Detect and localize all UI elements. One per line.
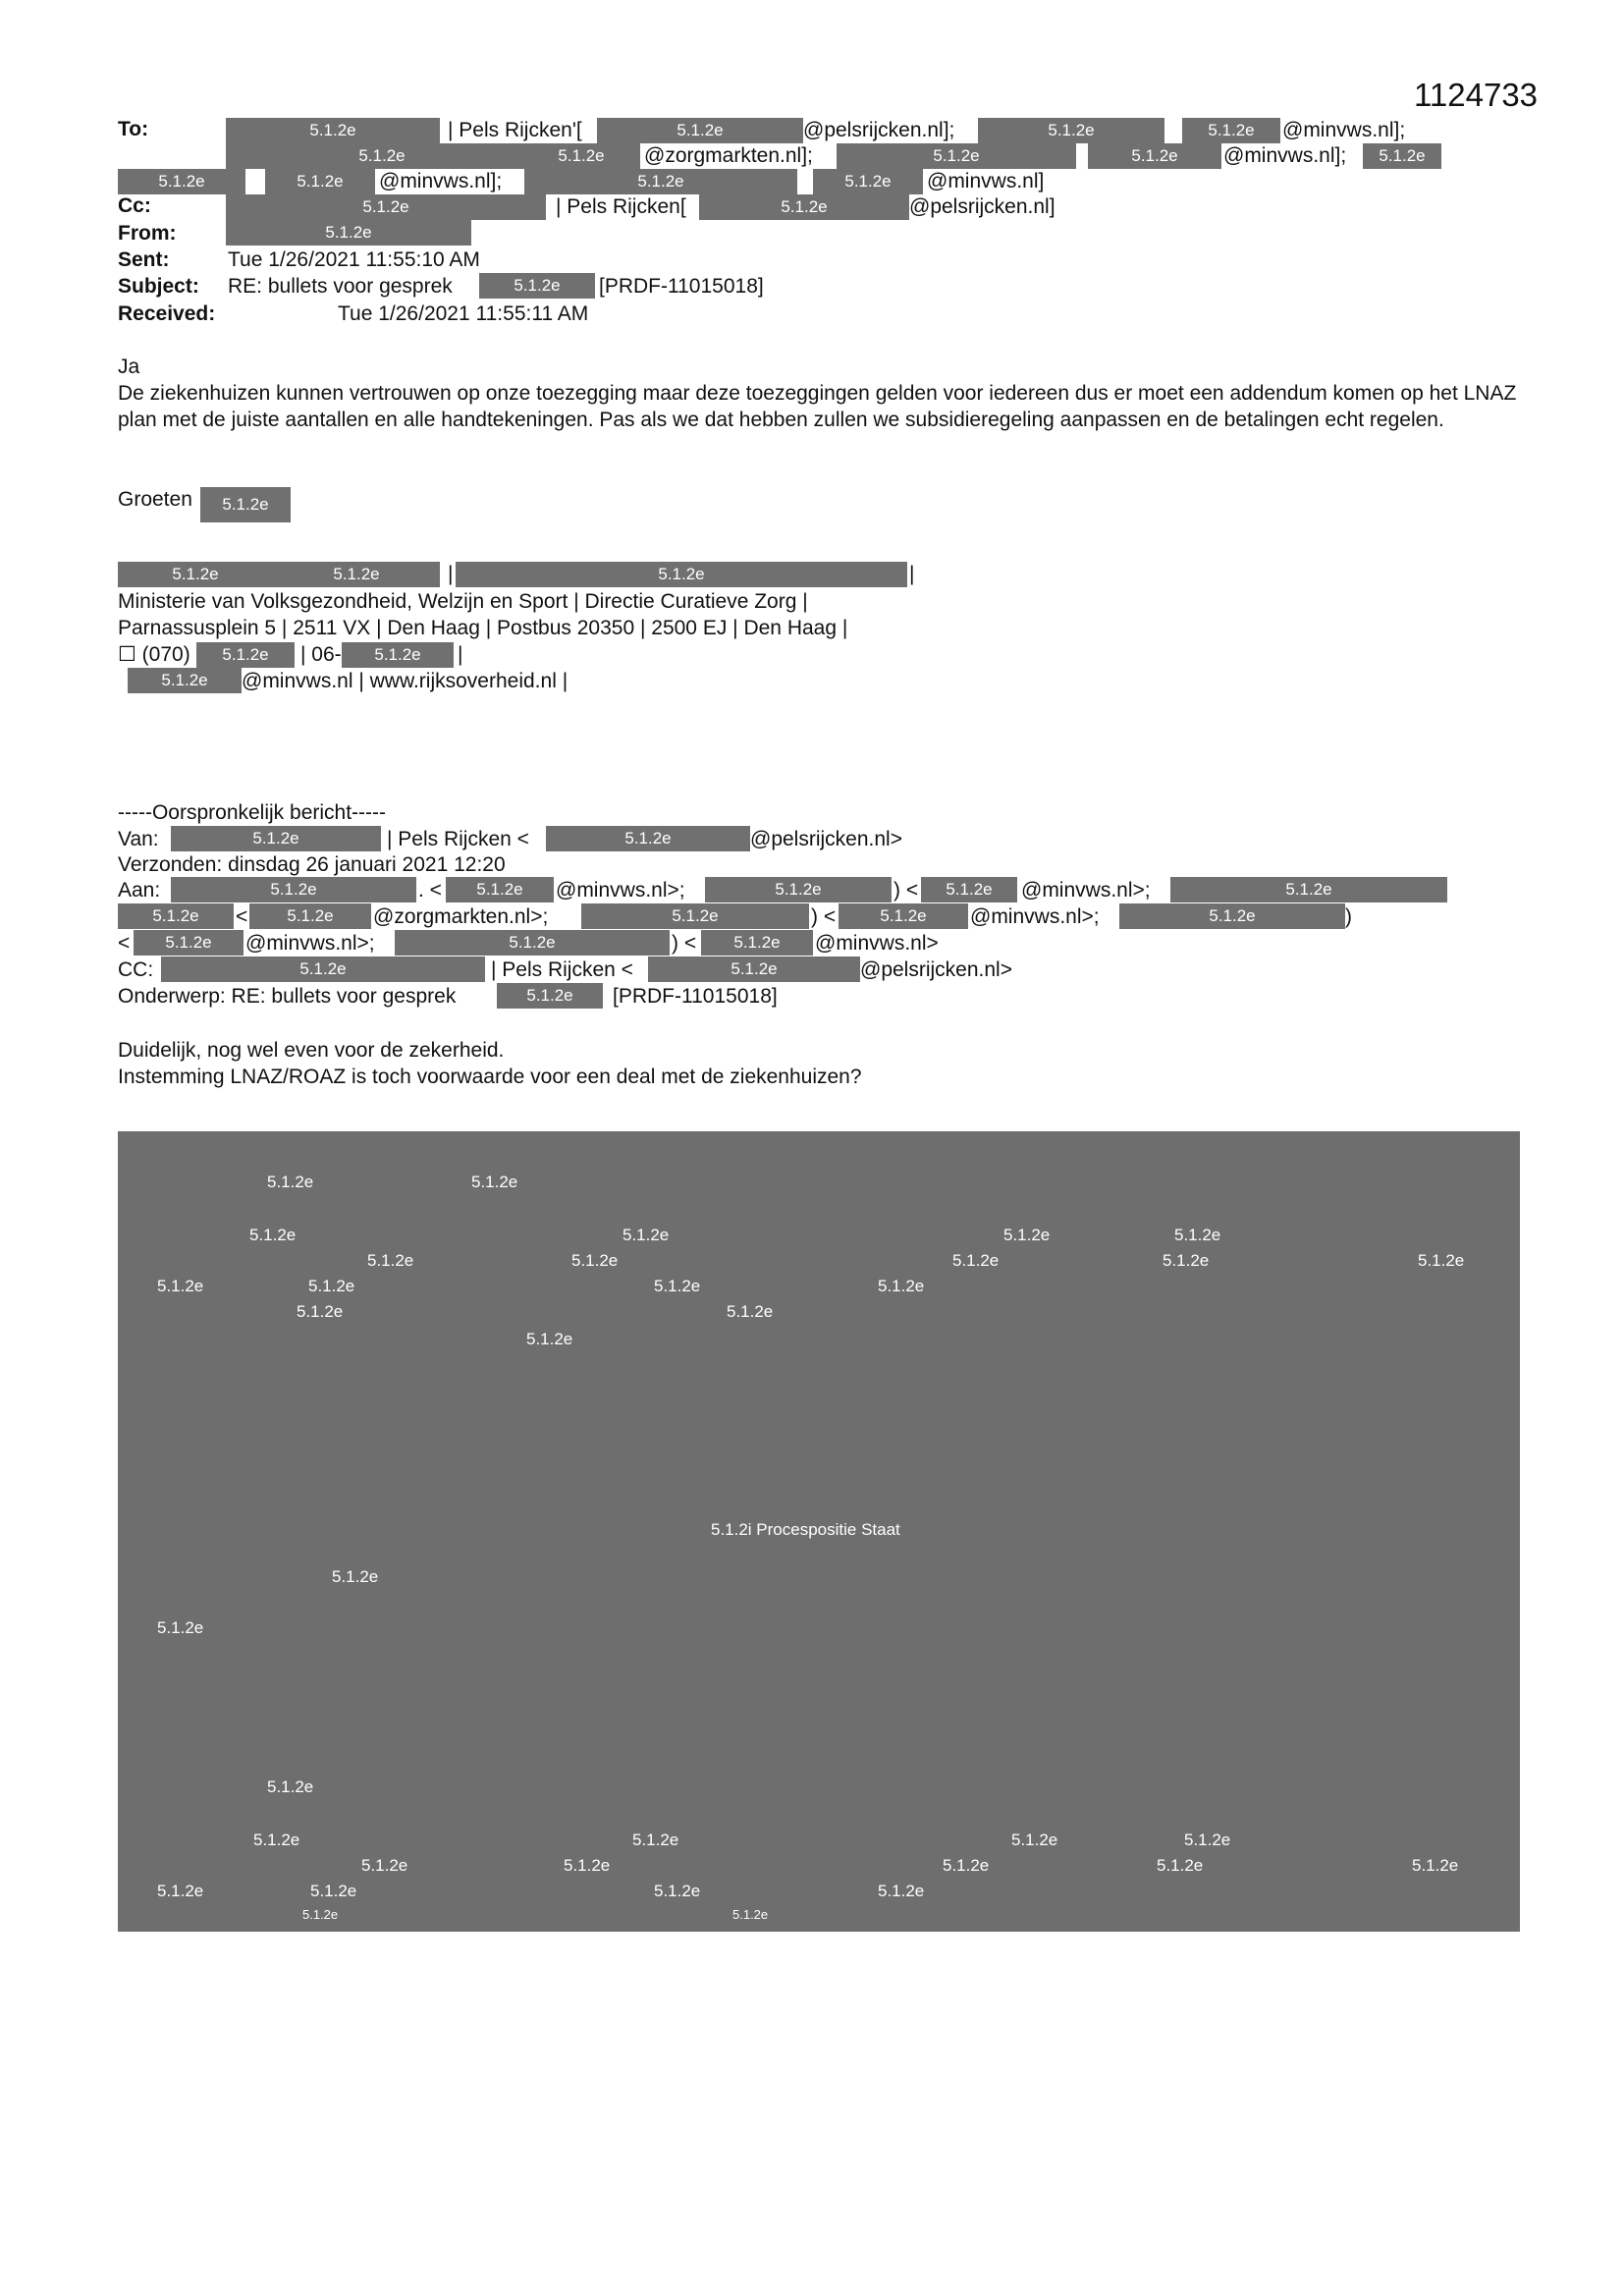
redaction-label: 5.1.2e <box>623 1226 670 1244</box>
original-separator: -----Oorspronkelijk bericht----- <box>118 801 387 824</box>
redaction-label: 5.1.2e <box>878 1882 925 1900</box>
redaction-box: 5.1.2e <box>395 930 670 956</box>
reply-greeting: Groeten <box>118 488 192 511</box>
redaction-box: 5.1.2e <box>1119 903 1345 929</box>
aan-separator: ) <box>1345 905 1352 928</box>
redaction-box: 5.1.2e <box>699 194 909 220</box>
redaction-label: 5.1.2e <box>1184 1831 1231 1849</box>
subject-suffix: [PRDF-11015018] <box>599 275 764 298</box>
van-domain: @pelsrijcken.nl> <box>750 828 902 850</box>
redaction-label: 5.1.2e <box>1174 1226 1221 1244</box>
aan-minvws: @minvws.nl>; <box>970 905 1100 928</box>
redaction-label: 5.1.2e <box>1003 1226 1051 1244</box>
redaction-label: 5.1.2e <box>564 1856 611 1875</box>
redaction-box: 5.1.2e <box>226 118 440 143</box>
to-minvws-domain: @minvws.nl]; <box>379 170 503 192</box>
aan-minvws: @minvws.nl>; <box>1021 879 1151 902</box>
redaction-label: 5.1.2e <box>732 1907 769 1922</box>
redaction-box: 5.1.2e <box>200 487 291 522</box>
onderwerp-suffix: [PRDF-11015018] <box>613 985 778 1008</box>
redaction-label: 5.1.2e <box>1163 1251 1210 1270</box>
redaction-label: 5.1.2e <box>632 1831 679 1849</box>
redaction-box: 5.1.2e <box>837 143 1076 169</box>
cc-label: Cc: <box>118 194 151 217</box>
document-number: 1124733 <box>1414 77 1539 113</box>
redaction-label: 5.1.2e <box>952 1251 1000 1270</box>
signature-separator: | <box>909 563 915 585</box>
signature-email: @minvws.nl | www.rijksoverheid.nl | <box>242 670 568 692</box>
cc-pels-rijcken-original: | Pels Rijcken < <box>491 958 633 981</box>
redaction-box: 5.1.2e <box>522 143 640 169</box>
cc-domain-original: @pelsrijcken.nl> <box>860 958 1012 981</box>
cc-label-original: CC: <box>118 958 154 981</box>
redaction-label: 5.1.2e <box>878 1277 925 1295</box>
aan-zorgmarkten: @zorgmarkten.nl>; <box>373 905 549 928</box>
to-zorgmarkten-domain: @zorgmarkten.nl]; <box>644 144 813 167</box>
redaction-label: 5.1.2e <box>267 1173 314 1191</box>
redaction-box: 5.1.2e <box>342 642 454 668</box>
signature-separator: | <box>448 563 454 585</box>
redaction-box: 5.1.2e <box>226 194 546 220</box>
signature-phone-prefix: ☐ (070) <box>118 643 190 666</box>
redaction-box: 5.1.2e <box>479 273 595 299</box>
signature-separator: | <box>458 643 463 666</box>
redaction-box: 5.1.2e <box>273 562 440 587</box>
redaction-box: 5.1.2e <box>1088 143 1221 169</box>
redaction-label: 5.1.2e <box>157 1277 204 1295</box>
redaction-box: 5.1.2e <box>226 220 471 246</box>
redaction-label: 5.1.2e <box>310 1882 357 1900</box>
to-minvws-domain: @minvws.nl]; <box>1223 144 1347 167</box>
redaction-box: 5.1.2e <box>249 903 371 929</box>
to-pelsrijcken-domain: @pelsrijcken.nl]; <box>803 119 955 141</box>
to-minvws-domain: @minvws.nl]; <box>1282 119 1406 141</box>
redaction-label: 5.1.2e <box>308 1277 355 1295</box>
redaction-box: 5.1.2e <box>546 826 750 851</box>
redaction-center-label: 5.1.2i Procespositie Staat <box>711 1520 900 1539</box>
verzonden: Verzonden: dinsdag 26 januari 2021 12:20 <box>118 853 506 876</box>
signature-ministry: Ministerie van Volksgezondheid, Welzijn en Sport | Directie Curatieve Zorg | <box>118 590 808 613</box>
redaction-label: 5.1.2e <box>249 1226 297 1244</box>
aan-minvws: @minvws.nl>; <box>245 932 375 955</box>
redaction-label: 5.1.2e <box>471 1173 518 1191</box>
aan-separator: ) < <box>893 879 919 902</box>
subject-label: Subject: <box>118 275 199 298</box>
cc-pelsrijcken-domain: @pelsrijcken.nl] <box>909 195 1056 218</box>
received-value: Tue 1/26/2021 11:55:11 AM <box>338 302 589 325</box>
redaction-box: 5.1.2e <box>118 562 273 587</box>
cc-pels-rijcken: | Pels Rijcken[ <box>556 195 686 218</box>
redaction-label: 5.1.2e <box>157 1618 204 1637</box>
redaction-box: 5.1.2e <box>134 930 244 956</box>
redaction-box: 5.1.2e <box>978 118 1164 143</box>
redaction-label: 5.1.2e <box>1011 1831 1058 1849</box>
reply-line1: Ja <box>118 355 140 378</box>
aan-separator: ) < <box>811 905 837 928</box>
redaction-box: 5.1.2e <box>1363 143 1441 169</box>
van-pels-rijcken: | Pels Rijcken < <box>387 828 529 850</box>
from-label: From: <box>118 222 177 245</box>
redaction-box: 5.1.2e <box>597 118 803 143</box>
redaction-label: 5.1.2e <box>1157 1856 1204 1875</box>
aan-separator: < <box>118 932 131 955</box>
redaction-box: 5.1.2e <box>839 903 968 929</box>
redaction-label: 5.1.2e <box>302 1907 339 1922</box>
redaction-box: 5.1.2e <box>226 143 538 169</box>
redaction-box: 5.1.2e <box>921 877 1017 902</box>
redaction-label: 5.1.2e <box>361 1856 408 1875</box>
reply-paragraph: De ziekenhuizen kunnen vertrouwen op onze toezegging maar deze toezeggingen gelden voor iedereen dus er moet een addendum komen op het LNAZ plan met de juiste aantallen en alle handtekeningen. Pas als we dat hebben zullen we subsidieregeling aanpassen en de betalingen echt regelen. <box>118 382 1517 431</box>
redaction-box: 5.1.2e <box>161 957 485 982</box>
onderwerp-prefix: Onderwerp: RE: bullets voor gesprek <box>118 985 457 1008</box>
sent-value: Tue 1/26/2021 11:55:10 AM <box>228 248 480 271</box>
subject-prefix: RE: bullets voor gesprek <box>228 275 453 298</box>
redaction-box: 5.1.2e <box>581 903 809 929</box>
aan-separator: . < <box>418 879 442 902</box>
redaction-box: 5.1.2e <box>524 169 797 194</box>
sent-label: Sent: <box>118 248 170 271</box>
redaction-box: 5.1.2e <box>1170 877 1447 902</box>
redaction-label: 5.1.2e <box>1418 1251 1465 1270</box>
to-label: To: <box>118 118 149 140</box>
received-label: Received: <box>118 302 216 325</box>
large-redaction-block <box>118 1131 1520 1932</box>
van-label: Van: <box>118 828 159 850</box>
redaction-box: 5.1.2e <box>446 877 554 902</box>
redaction-label: 5.1.2e <box>727 1302 774 1321</box>
redaction-label: 5.1.2e <box>654 1882 701 1900</box>
redaction-label: 5.1.2e <box>297 1302 344 1321</box>
redaction-label: 5.1.2e <box>1412 1856 1459 1875</box>
aan-minvws-end: @minvws.nl> <box>815 932 939 955</box>
redaction-box: 5.1.2e <box>196 642 295 668</box>
redaction-label: 5.1.2e <box>157 1882 204 1900</box>
aan-minvws: @minvws.nl>; <box>556 879 685 902</box>
original-body-line2: Instemming LNAZ/ROAZ is toch voorwaarde voor een deal met de ziekenhuizen? <box>118 1066 862 1088</box>
redaction-box: 5.1.2e <box>701 930 813 956</box>
to-minvws-domain: @minvws.nl] <box>927 170 1045 192</box>
redaction-box: 5.1.2e <box>456 562 907 587</box>
redaction-box: 5.1.2e <box>171 877 416 902</box>
aan-label: Aan: <box>118 879 161 902</box>
redaction-box: 5.1.2e <box>497 983 603 1009</box>
redaction-box: 5.1.2e <box>705 877 892 902</box>
redaction-box: 5.1.2e <box>118 169 245 194</box>
redaction-label: 5.1.2e <box>571 1251 619 1270</box>
redaction-box: 5.1.2e <box>1182 118 1280 143</box>
redaction-box: 5.1.2e <box>265 169 375 194</box>
redaction-label: 5.1.2e <box>654 1277 701 1295</box>
redaction-box: 5.1.2e <box>813 169 923 194</box>
redaction-box: 5.1.2e <box>648 957 860 982</box>
aan-separator: ) < <box>672 932 697 955</box>
redaction-label: 5.1.2e <box>526 1330 573 1348</box>
aan-separator: < <box>236 905 248 928</box>
redaction-label: 5.1.2e <box>367 1251 414 1270</box>
signature-address: Parnassusplein 5 | 2511 VX | Den Haag | Postbus 20350 | 2500 EJ | Den Haag | <box>118 617 848 639</box>
redaction-box: 5.1.2e <box>118 903 234 929</box>
redaction-box: 5.1.2e <box>171 826 381 851</box>
redaction-label: 5.1.2e <box>332 1567 379 1586</box>
redaction-label: 5.1.2e <box>267 1777 314 1796</box>
redaction-box: 5.1.2e <box>128 668 242 693</box>
redaction-label: 5.1.2e <box>253 1831 300 1849</box>
redaction-label: 5.1.2e <box>943 1856 990 1875</box>
original-body-line1: Duidelijk, nog wel even voor de zekerheid. <box>118 1039 505 1062</box>
to-pels-rijcken: | Pels Rijcken'[ <box>448 119 582 141</box>
signature-mobile-prefix: | 06- <box>300 643 342 666</box>
